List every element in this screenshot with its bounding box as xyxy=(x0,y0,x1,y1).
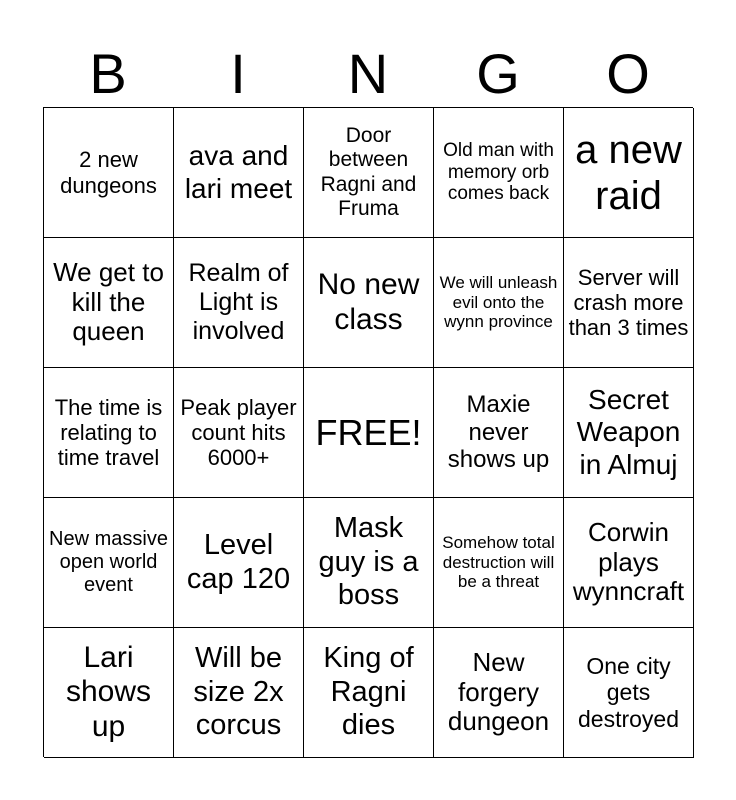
bingo-cell[interactable] xyxy=(44,108,174,238)
cell-text: Somehow total destruction will be a threat xyxy=(442,533,555,592)
bingo-cell[interactable] xyxy=(44,368,174,498)
bingo-cell[interactable] xyxy=(44,238,174,368)
cell-text: Realm of Light is involved xyxy=(188,259,289,345)
cell-text: The time is relating to time travel xyxy=(54,394,163,471)
header-letter-g: G xyxy=(476,42,520,105)
cell-text: Mask guy is a boss xyxy=(318,512,419,612)
bingo-cell[interactable] xyxy=(304,108,434,238)
cell-text: King of Ragni dies xyxy=(323,642,414,742)
cell-text: New massive open world event xyxy=(49,528,168,596)
bingo-cell[interactable] xyxy=(44,628,174,758)
cell-text: Secret Weapon in Almuj xyxy=(576,384,681,480)
bingo-cell[interactable] xyxy=(564,498,694,628)
cell-text: FREE! xyxy=(315,411,422,453)
cell-text: No new class xyxy=(317,268,420,336)
header-letter-b: B xyxy=(89,42,127,105)
cell-text: Lari shows up xyxy=(65,640,152,743)
header-letter-o: O xyxy=(606,42,650,105)
cell-text: Server will crash more than 3 times xyxy=(568,264,689,341)
bingo-cell[interactable] xyxy=(564,108,694,238)
bingo-cell[interactable] xyxy=(304,628,434,758)
bingo-cell[interactable] xyxy=(174,628,304,758)
bingo-cell[interactable] xyxy=(304,238,434,368)
cell-text: New forgery dungeon xyxy=(447,646,550,737)
cell-text: We get to kill the queen xyxy=(53,256,164,347)
bingo-cell[interactable] xyxy=(304,368,434,498)
header-letter-n: N xyxy=(347,42,389,105)
bingo-cell[interactable] xyxy=(174,238,304,368)
cell-text: One city gets destroyed xyxy=(577,652,679,732)
cell-text: Corwin plays wynncraft xyxy=(572,516,685,607)
bingo-grid xyxy=(43,107,693,757)
cell-text: Peak player count hits 6000+ xyxy=(180,394,297,471)
bingo-cell[interactable] xyxy=(174,368,304,498)
header-letter-i: I xyxy=(230,42,246,105)
cell-text: Door between Ragni and Fruma xyxy=(320,124,417,220)
bingo-cell[interactable] xyxy=(564,238,694,368)
cell-text: Level cap 120 xyxy=(186,529,291,595)
bingo-cell[interactable] xyxy=(434,628,564,758)
bingo-cell[interactable] xyxy=(434,498,564,628)
cell-text: Will be size 2x corcus xyxy=(193,642,284,742)
bingo-header xyxy=(43,40,693,108)
cell-text: Maxie never shows up xyxy=(447,391,550,474)
bingo-cell[interactable] xyxy=(564,628,694,758)
cell-text: 2 new dungeons xyxy=(60,147,157,198)
bingo-cell[interactable] xyxy=(564,368,694,498)
bingo-cell[interactable] xyxy=(434,238,564,368)
bingo-cell[interactable] xyxy=(434,108,564,238)
bingo-cell[interactable] xyxy=(434,368,564,498)
cell-text: We will unleash evil onto the wynn province xyxy=(439,273,558,332)
bingo-cell[interactable] xyxy=(174,108,304,238)
bingo-cell[interactable] xyxy=(44,498,174,628)
bingo-cell[interactable] xyxy=(304,498,434,628)
cell-text: a new raid xyxy=(575,127,682,218)
bingo-cell[interactable] xyxy=(174,498,304,628)
cell-text: Old man with memory orb comes back xyxy=(443,139,554,205)
cell-text: ava and lari meet xyxy=(184,140,293,204)
